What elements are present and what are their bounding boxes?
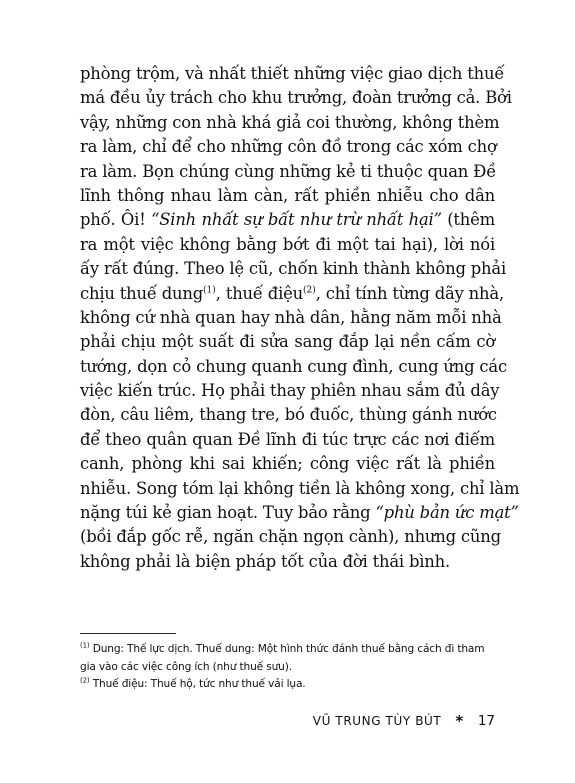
footnote-line: [80, 659, 500, 677]
text-line: [80, 233, 495, 257]
text-line: [80, 428, 495, 452]
text-line: [80, 62, 505, 86]
footnote-ref: (1): [203, 285, 216, 296]
text-run: canh, phòng khi sai khiến; công việc rất là phiền: [80, 454, 495, 474]
footer-separator: *: [455, 712, 464, 730]
text-line: [80, 330, 495, 354]
text-run: ra làm. Bọn chúng cùng những kẻ ti thuộc quan Đề: [80, 161, 497, 181]
text-run: má đều ủy trách cho khu trưởng, đoàn trưởng cả. Bởi: [80, 88, 512, 108]
text-run: không phải là biện pháp tốt của đời thái bình.: [80, 551, 451, 571]
text-line: [80, 477, 520, 501]
text-run: để theo quân quan Đề lĩnh đi túc trực các nơi điếm: [80, 429, 495, 449]
footnote-text: gia vào các việc công ích (như thuế sưu).: [80, 660, 292, 673]
text-line: [80, 550, 495, 574]
text-run: phòng trộm, và nhất thiết những việc giao dịch thuế: [80, 64, 505, 83]
footnote-mark: (2): [80, 676, 90, 685]
body-text: [80, 62, 520, 574]
text-line: [80, 525, 501, 549]
text-line: [80, 355, 507, 379]
text-run: việc kiến trúc. Họ phải thay phiên nhau sắm đủ dây: [80, 381, 500, 401]
footnotes: [80, 641, 500, 694]
footnote-line: [80, 676, 500, 694]
text-line: [80, 160, 495, 184]
text-run: tướng, dọn cỏ chung quanh cung đình, cung ứng các: [80, 356, 507, 376]
text-line: [80, 306, 502, 330]
text-run: ấy rất đúng. Theo lệ cũ, chốn kinh thành không phải: [80, 259, 507, 279]
footnote-ref: (2): [303, 285, 316, 296]
text-line: [80, 282, 504, 306]
text-run: chịu thuế dung: [80, 283, 204, 303]
footnote-mark: (1): [80, 641, 90, 650]
text-run: phải chịu một suất đi sửa sang đắp lại nền cấm cờ: [80, 332, 495, 352]
text-line: [80, 135, 495, 159]
text-line: [80, 257, 507, 281]
text-line: [80, 379, 500, 403]
text-line: [80, 111, 500, 135]
footnote-text: Dung: Thế lực dịch. Thuế dung: Một hình thức đánh thuế bằng cách đi tham: [92, 643, 485, 655]
text-run: (thêm: [441, 210, 495, 230]
footnote-text: Thuế điệu: Thuế hộ, tức như thuế vải lụa.: [92, 678, 306, 690]
text-run: , chỉ tính từng dãy nhà,: [315, 283, 504, 303]
text-run: phố. Ôi!: [80, 210, 152, 230]
text-run: (bồi đắp gốc rễ, ngăn chặn ngọn cành), nhưng cũng: [80, 527, 501, 547]
text-run: , thuế điệu: [215, 283, 304, 303]
text-run: vậy, những con nhà khá giả coi thường, không thèm: [80, 112, 500, 132]
text-run: lĩnh thông nhau làm càn, rất phiền nhiễu cho dân: [80, 185, 495, 205]
text-run: không cứ nhà quan hay nhà dân, hằng năm mỗi nhà: [80, 307, 502, 327]
page-footer: [313, 712, 495, 730]
text-line: [80, 86, 512, 110]
text-line: [80, 501, 519, 525]
text-run: ra một việc không bằng bớt đi một tai hại), lời nói: [80, 234, 495, 254]
text-run: ra làm, chỉ để cho những côn đồ trong các xóm chợ: [80, 137, 497, 157]
text-line: [80, 452, 495, 476]
text-line: [80, 208, 495, 232]
footnote-line: [80, 641, 500, 659]
text-line: [80, 184, 495, 208]
text-run: nặng túi kẻ gian hoạt. Tuy bảo rằng: [80, 503, 376, 523]
italic-quote: “phù bản ức mạt”: [375, 503, 519, 523]
italic-quote: “Sinh nhất sự bất như trừ nhất hại”: [151, 210, 442, 230]
page-number: 17: [477, 713, 495, 729]
footnote-separator: [80, 633, 176, 634]
text-line: [80, 403, 495, 427]
running-title: VŨ TRUNG TÙY BÚT: [312, 714, 442, 728]
text-run: nhiễu. Song tóm lại không tiền là không xong, chỉ làm: [80, 478, 520, 498]
text-run: đòn, câu liêm, thang tre, bó đuốc, thùng gánh nước: [80, 405, 497, 425]
